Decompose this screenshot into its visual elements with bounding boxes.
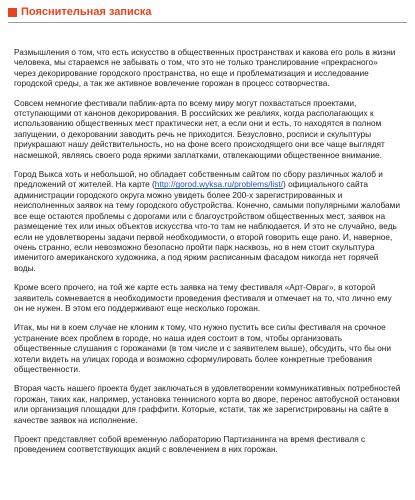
paragraph-3 <box>14 169 401 273</box>
page-title: Пояснительная записка <box>21 6 152 18</box>
square-bullet-icon <box>8 8 17 17</box>
paragraph-3-text-after: ) официального сайта администрации городского округа можно увидеть более 200-х зарегистрированных и неисполненных заявок на тему городского обустройства. Конечно, самыми популярными жалобами все еще остаются проблемы с дорогами или с благоустройством общественных мест, заявок на размещение тех или иных объектов искусства что-то там не наблюдается. И это не случайно, ведь если не удовлетворены задачи первой необходимости, о второй говорить еще рано. И, наверное, очень странно, если невозможно безопасно пройти парк насквозь, но в нем стоит скульптура именитого американского художника, а под ярким расписанным фасадом никогда нет горячей воды. <box>14 179 401 273</box>
document-body <box>8 23 407 455</box>
paragraph-6: Вторая часть нашего проекта будет заключаться в удовлетворении коммуникативных потребностей горожан, таких как, например, установка теннисного корта во дворе, перенос автобусной остановки или организация площадки для граффити. Которые, кстати, так же зарегистрированы на сайте в качестве заявок на исполнение. <box>14 383 401 425</box>
paragraph-2: Совсем немногие фестивали паблик-арта по всему миру могут похвастаться проектами, отступающими от канонов декорирования. В российских же реалиях, когда располагающих к использованию общественных мест практически нет, а если они и есть, то находятся в полном запущении, о декоровании заводить речь не приходится. Безусловно, росписи и скульптуры приукрашают нашу действительность, но на фоне всего происходящего они все чаще выглядят насмешкой, являясь своего рода яркими заплатками, отвлекающими общественное внимание. <box>14 97 385 160</box>
title-bar <box>8 6 407 23</box>
paragraph-4: Кроме всего прочего, на той же карте есть заявка на тему фестиваля «Арт-Овраг», в которой заявитель сомневается в необходимости проведения фестиваля и отмечает на то, что лично ему он не нужен. В этом его поддерживают еще несколько горожан. <box>14 282 392 313</box>
paragraph-5: Итак, мы ни в коем случае не клоним к тому, что нужно пустить все силы фестиваля на срочное устранение всех проблем в городе, но наша идея состоит в том, чтобы организовать общественные слушания с горожанами (в том числе и с заявителем выше), обсудить, что бы они хотели видеть на улицах города и возможно сформулировать более конкретные требования общественности. <box>14 322 391 374</box>
problems-map-link[interactable]: http://gorod.wyksa.ru/problems/list/ <box>154 179 283 190</box>
paragraph-7: Проект представляет собой временную лабораторию Партизанинга на время фестиваля с проведением соответствующих акций с вовлечением в них горожан. <box>14 434 366 455</box>
paragraph-3-text-before: Город Выкса хоть и небольшой, но обладает собственным сайтом по сбору различных жалоб и предложений от жителей. На карте ( <box>14 169 383 190</box>
paragraph-1: Размышления о том, что есть искусство в общественных пространствах и какова его роль в жизни человека, мы стараемся не забывать о том, что это не только транслирование «прекрасного» через декорирование городского пространства, но еще и проблематизация и исследование городской среды, а так же активное вовлечение горожан в процесс сотворчества. <box>14 47 396 89</box>
